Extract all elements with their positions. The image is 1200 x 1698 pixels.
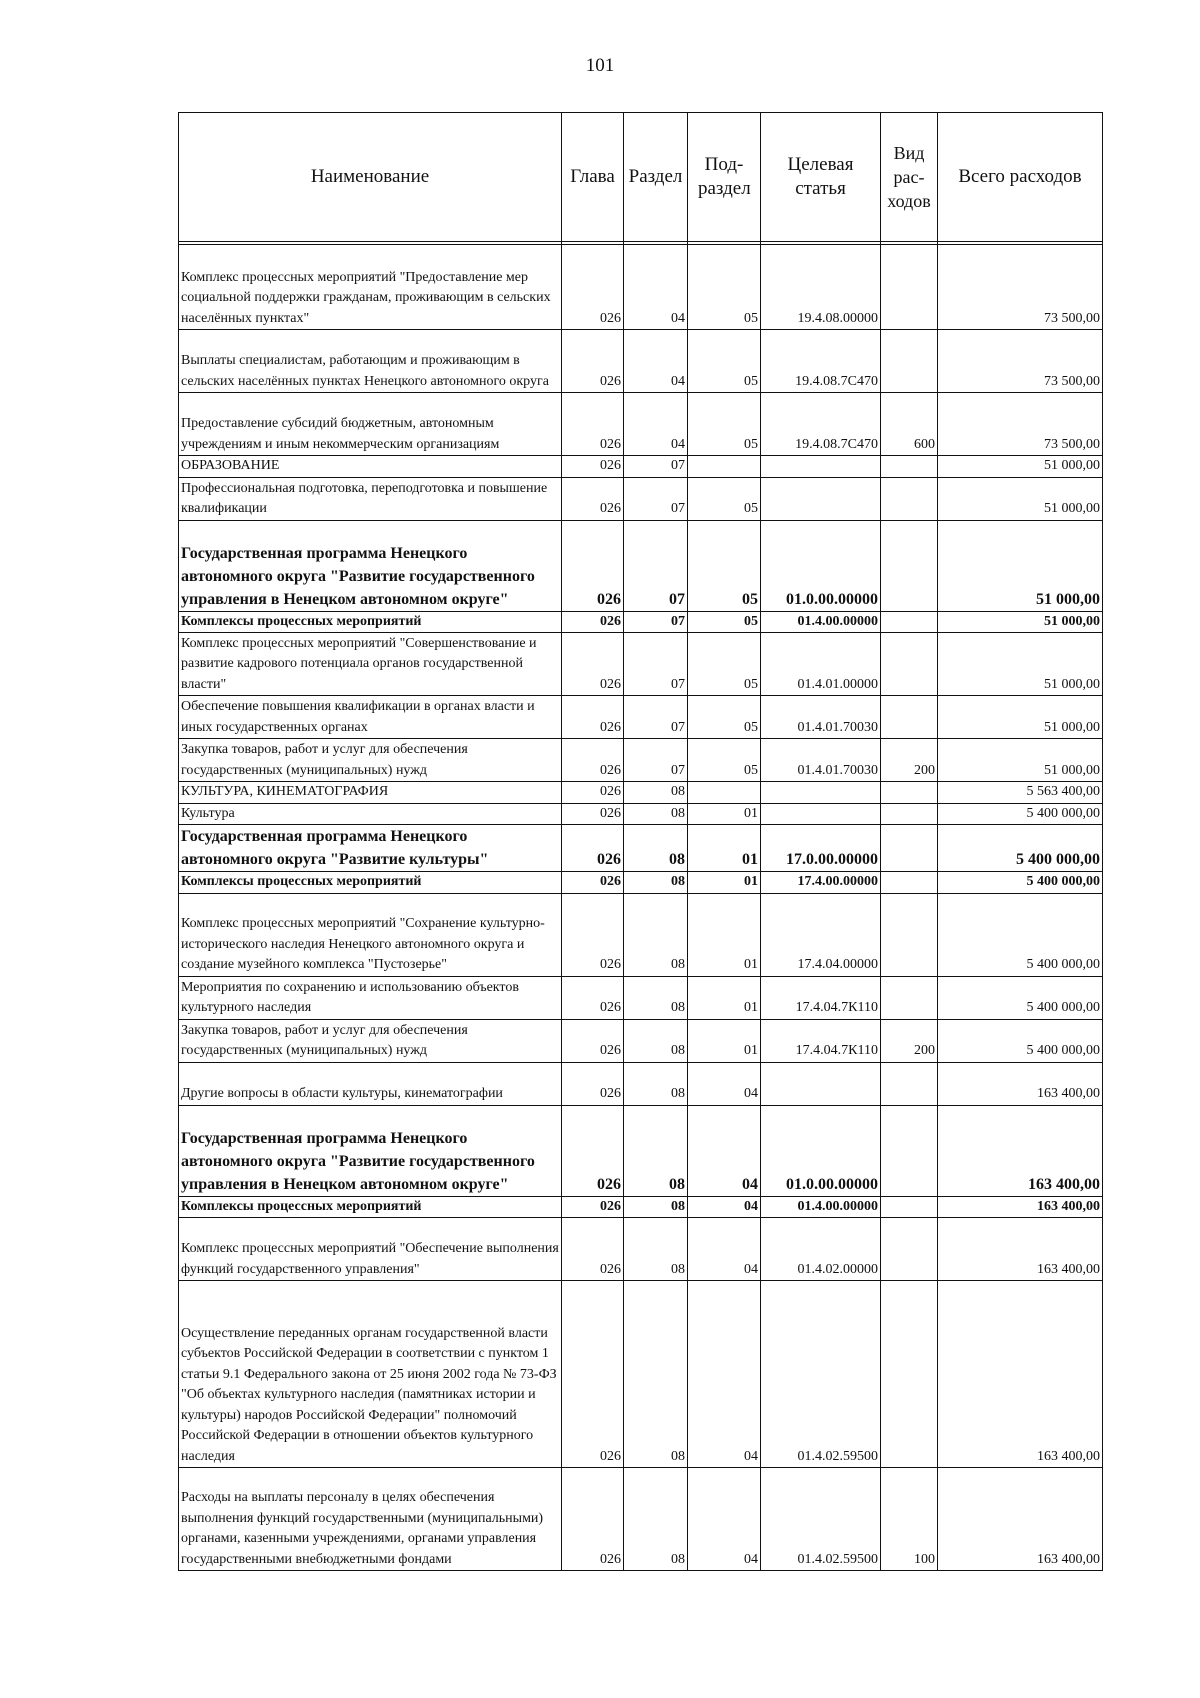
cell-expense-type [881,245,938,330]
cell-chapter: 026 [562,825,624,872]
table-row [179,872,1103,894]
cell-subsection: 05 [688,330,761,393]
cell-total: 5 400 000,00 [938,976,1103,1019]
cell-section: 07 [624,520,688,611]
cell-total: 5 400 000,00 [938,872,1103,894]
cell-subsection: 04 [688,1218,761,1281]
cell-expense-type: 200 [881,739,938,782]
cell-expense-type [881,976,938,1019]
cell-subsection: 05 [688,696,761,739]
cell-chapter: 026 [562,520,624,611]
table-row [179,893,1103,976]
cell-section: 08 [624,803,688,825]
cell-chapter: 026 [562,245,624,330]
cell-subsection: 01 [688,872,761,894]
cell-expense-type: 100 [881,1468,938,1571]
cell-expense-type [881,1196,938,1218]
cell-subsection: 04 [688,1105,761,1196]
header-section: Раздел [624,113,688,242]
cell-target [761,782,881,804]
cell-total: 5 400 000,00 [938,803,1103,825]
cell-section: 08 [624,782,688,804]
cell-subsection: 04 [688,1062,761,1105]
cell-section: 08 [624,1281,688,1468]
cell-name: Выплаты специалистам, работающим и проживающим в сельских населённых пунктах Ненецкого автономного округа [179,330,562,393]
table-row [179,782,1103,804]
cell-name: Осуществление переданных органам государственной власти субъектов Российской Федерации в соответствии с пунктом 1 статьи 9.1 Федерального закона от 25 июня 2002 года № 73-ФЗ "Об объектах культурного наследия (памятниках истории и культуры) народов Российской Федерации" полномочий Российской Федерации в отношении объектов культурного наследия [179,1281,562,1468]
cell-target: 19.4.08.7С470 [761,393,881,456]
cell-section: 08 [624,976,688,1019]
cell-section: 04 [624,245,688,330]
cell-expense-type [881,456,938,478]
cell-chapter: 026 [562,739,624,782]
cell-chapter: 026 [562,393,624,456]
cell-section: 08 [624,893,688,976]
cell-name: Государственная программа Ненецкого автономного округа "Развитие культуры" [179,825,562,872]
cell-target: 17.4.04.7К110 [761,1019,881,1062]
cell-subsection: 01 [688,825,761,872]
cell-total: 51 000,00 [938,739,1103,782]
cell-subsection: 01 [688,893,761,976]
cell-chapter: 026 [562,477,624,520]
cell-name: Обеспечение повышения квалификации в органах власти и иных государственных органах [179,696,562,739]
page-number: 101 [585,55,615,76]
cell-total: 51 000,00 [938,696,1103,739]
cell-chapter: 026 [562,782,624,804]
header-expense-type: Вид рас-ходов [881,113,938,242]
cell-name: Комплекс процессных мероприятий "Обеспечение выполнения функций государственного управления" [179,1218,562,1281]
cell-name: Государственная программа Ненецкого автономного округа "Развитие государственного управления в Ненецком автономном округе" [179,520,562,611]
cell-chapter: 026 [562,1019,624,1062]
cell-target: 17.0.00.00000 [761,825,881,872]
cell-name: Комплекс процессных мероприятий "Предоставление мер социальной поддержки гражданам, проживающим в сельских населённых пунктах" [179,245,562,330]
cell-subsection: 05 [688,633,761,696]
cell-subsection: 01 [688,976,761,1019]
cell-subsection: 04 [688,1468,761,1571]
cell-expense-type [881,803,938,825]
cell-subsection: 01 [688,1019,761,1062]
cell-subsection: 05 [688,739,761,782]
cell-target [761,456,881,478]
header-name: Наименование [179,113,562,242]
cell-expense-type [881,1218,938,1281]
cell-chapter: 026 [562,456,624,478]
cell-target: 01.4.00.00000 [761,611,881,633]
cell-chapter: 026 [562,893,624,976]
cell-expense-type [881,893,938,976]
cell-section: 07 [624,477,688,520]
cell-expense-type [881,1105,938,1196]
cell-target: 17.4.04.7К110 [761,976,881,1019]
cell-subsection: 04 [688,1196,761,1218]
cell-name: КУЛЬТУРА, КИНЕМАТОГРАФИЯ [179,782,562,804]
table-row [179,393,1103,456]
cell-total: 163 400,00 [938,1468,1103,1571]
cell-total: 51 000,00 [938,611,1103,633]
cell-chapter: 026 [562,1218,624,1281]
cell-name: Закупка товаров, работ и услуг для обеспечения государственных (муниципальных) нужд [179,739,562,782]
cell-name: Комплекс процессных мероприятий "Совершенствование и развитие кадрового потенциала органов государственной власти" [179,633,562,696]
cell-chapter: 026 [562,696,624,739]
cell-total: 163 400,00 [938,1105,1103,1196]
cell-expense-type [881,782,938,804]
cell-section: 07 [624,456,688,478]
cell-name: Комплексы процессных мероприятий [179,1196,562,1218]
cell-name: Расходы на выплаты персоналу в целях обеспечения выполнения функций государственными (муниципальными) органами, казенными учреждениями, органами управления государственными внебюджетными фондами [179,1468,562,1571]
cell-target: 01.4.02.59500 [761,1281,881,1468]
cell-expense-type [881,825,938,872]
table-row [179,456,1103,478]
cell-chapter: 026 [562,976,624,1019]
cell-name: Комплексы процессных мероприятий [179,872,562,894]
cell-name: ОБРАЗОВАНИЕ [179,456,562,478]
cell-total: 163 400,00 [938,1196,1103,1218]
cell-section: 08 [624,872,688,894]
cell-target: 01.4.01.00000 [761,633,881,696]
cell-name: Профессиональная подготовка, переподготовка и повышение квалификации [179,477,562,520]
cell-name: Культура [179,803,562,825]
cell-total: 163 400,00 [938,1218,1103,1281]
cell-chapter: 026 [562,330,624,393]
cell-section: 08 [624,1019,688,1062]
cell-chapter: 026 [562,611,624,633]
cell-subsection: 01 [688,803,761,825]
cell-subsection: 04 [688,1281,761,1468]
cell-subsection: 05 [688,245,761,330]
table-row [179,477,1103,520]
cell-total: 51 000,00 [938,456,1103,478]
cell-target: 01.0.00.00000 [761,1105,881,1196]
cell-chapter: 026 [562,872,624,894]
cell-target: 01.4.01.70030 [761,739,881,782]
table-row [179,1218,1103,1281]
cell-subsection: 05 [688,393,761,456]
cell-subsection [688,782,761,804]
cell-total: 163 400,00 [938,1281,1103,1468]
cell-chapter: 026 [562,803,624,825]
cell-expense-type [881,477,938,520]
cell-target: 17.4.04.00000 [761,893,881,976]
cell-total: 73 500,00 [938,330,1103,393]
table-row [179,1019,1103,1062]
cell-chapter: 026 [562,633,624,696]
cell-section: 07 [624,611,688,633]
cell-name: Предоставление субсидий бюджетным, автономным учреждениям и иным некоммерческим организациям [179,393,562,456]
cell-total: 51 000,00 [938,477,1103,520]
table-row [179,633,1103,696]
cell-total: 73 500,00 [938,393,1103,456]
table-row [179,803,1103,825]
table-row [179,739,1103,782]
cell-target: 01.4.00.00000 [761,1196,881,1218]
cell-section: 08 [624,1105,688,1196]
cell-expense-type [881,696,938,739]
table-row [179,1468,1103,1571]
cell-expense-type [881,330,938,393]
cell-chapter: 026 [562,1281,624,1468]
header-target: Целевая статья [761,113,881,242]
cell-expense-type [881,520,938,611]
cell-total: 5 400 000,00 [938,825,1103,872]
cell-target [761,477,881,520]
cell-chapter: 026 [562,1062,624,1105]
cell-chapter: 026 [562,1196,624,1218]
cell-total: 5 563 400,00 [938,782,1103,804]
cell-chapter: 026 [562,1105,624,1196]
cell-expense-type [881,872,938,894]
cell-section: 08 [624,1468,688,1571]
header-row [179,113,1103,242]
table-row [179,520,1103,611]
cell-target [761,1062,881,1105]
cell-subsection: 05 [688,477,761,520]
cell-expense-type [881,633,938,696]
cell-name: Государственная программа Ненецкого автономного округа "Развитие государственного управления в Ненецком автономном округе" [179,1105,562,1196]
cell-expense-type: 600 [881,393,938,456]
cell-name: Мероприятия по сохранению и использованию объектов культурного наследия [179,976,562,1019]
cell-name: Другие вопросы в области культуры, кинематографии [179,1062,562,1105]
budget-table [178,112,1103,1571]
cell-section: 04 [624,393,688,456]
header-total: Всего расходов [938,113,1103,242]
cell-section: 04 [624,330,688,393]
table-row [179,330,1103,393]
cell-target: 01.4.02.00000 [761,1218,881,1281]
table-row [179,976,1103,1019]
cell-expense-type [881,611,938,633]
cell-total: 163 400,00 [938,1062,1103,1105]
cell-chapter: 026 [562,1468,624,1571]
cell-expense-type [881,1281,938,1468]
cell-total: 51 000,00 [938,520,1103,611]
cell-section: 08 [624,1196,688,1218]
cell-total: 73 500,00 [938,245,1103,330]
cell-target: 01.4.01.70030 [761,696,881,739]
table-row [179,611,1103,633]
table-row [179,245,1103,330]
cell-target [761,803,881,825]
table-row [179,1281,1103,1468]
cell-section: 08 [624,1062,688,1105]
cell-subsection: 05 [688,611,761,633]
table-row [179,1105,1103,1196]
cell-expense-type: 200 [881,1019,938,1062]
table-row [179,696,1103,739]
table-row [179,1062,1103,1105]
table-row [179,1196,1103,1218]
cell-target: 19.4.08.7С470 [761,330,881,393]
cell-name: Закупка товаров, работ и услуг для обеспечения государственных (муниципальных) нужд [179,1019,562,1062]
header-chapter: Глава [562,113,624,242]
cell-total: 51 000,00 [938,633,1103,696]
cell-total: 5 400 000,00 [938,1019,1103,1062]
cell-section: 07 [624,696,688,739]
cell-name: Комплекс процессных мероприятий "Сохранение культурно-исторического наследия Ненецкого автономного округа и создание музейного комплекса "Пустозерье" [179,893,562,976]
cell-section: 08 [624,825,688,872]
cell-subsection: 05 [688,520,761,611]
table-body [179,245,1103,1571]
cell-target: 19.4.08.00000 [761,245,881,330]
cell-section: 08 [624,1218,688,1281]
cell-target: 01.0.00.00000 [761,520,881,611]
cell-section: 07 [624,633,688,696]
cell-section: 07 [624,739,688,782]
cell-target: 17.4.00.00000 [761,872,881,894]
cell-expense-type [881,1062,938,1105]
cell-total: 5 400 000,00 [938,893,1103,976]
cell-subsection [688,456,761,478]
header-subsection: Под-раздел [688,113,761,242]
cell-target: 01.4.02.59500 [761,1468,881,1571]
cell-name: Комплексы процессных мероприятий [179,611,562,633]
table-row [179,825,1103,872]
